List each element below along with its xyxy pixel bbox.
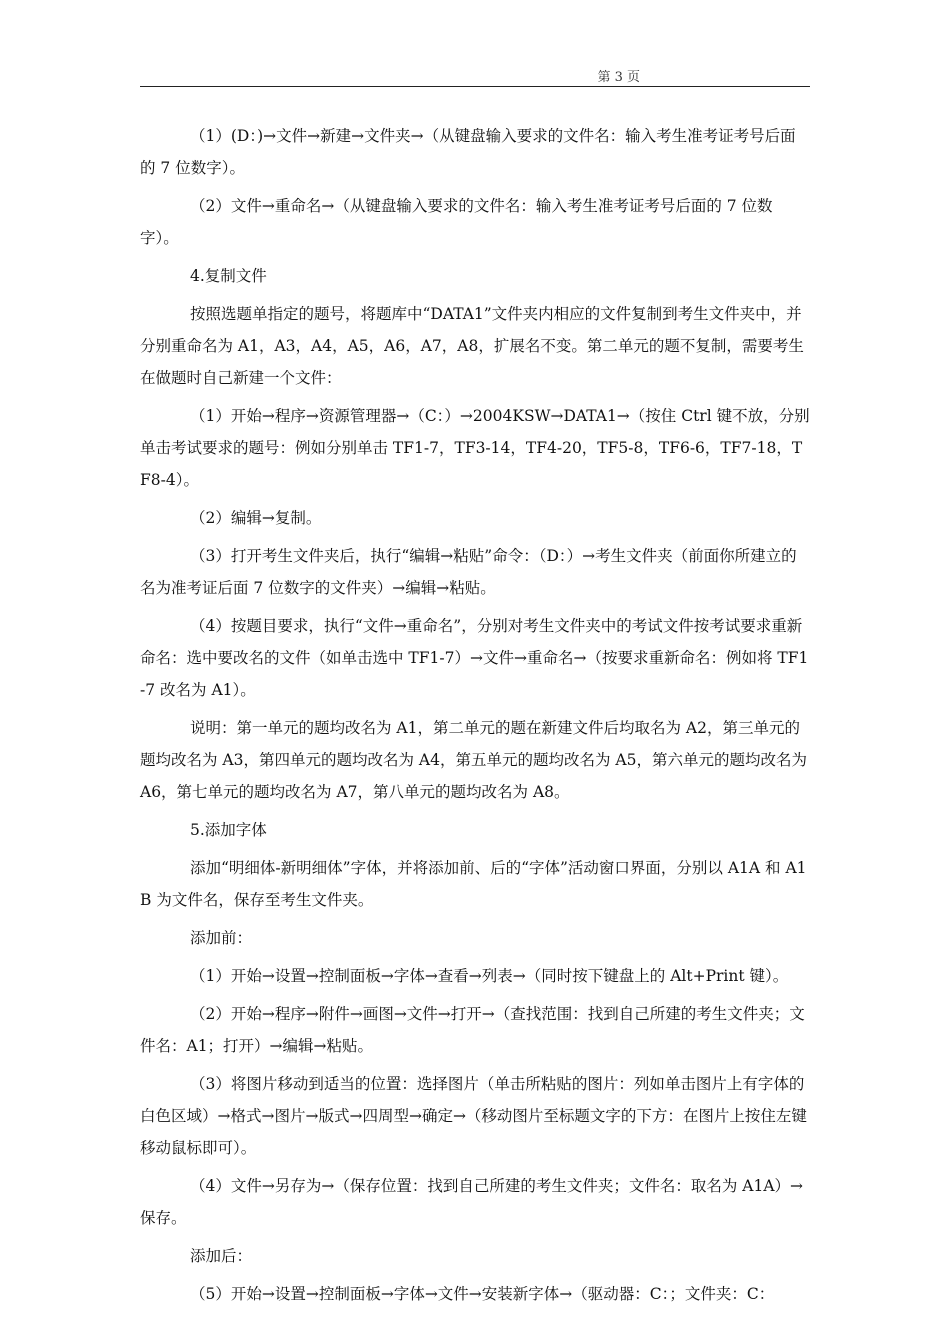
paragraph: 添加“明细体-新明细体”字体，并将添加前、后的“字体”活动窗口界面，分别以 A1A 和 A1B 为文件名，保存至考生文件夹。 <box>140 859 807 909</box>
section-heading: 5.添加字体 <box>190 821 267 839</box>
paragraph: （1）(D：)→文件→新建→文件夹→（从键盘输入要求的文件名：输入考生准考证考号后面的 7 位数字）。 <box>140 127 796 177</box>
paragraph: （2）编辑→复制。 <box>190 509 322 527</box>
paragraph: （2）开始→程序→附件→画图→文件→打开→（查找范围：找到自己所建的考生文件夹；文件名：A1；打开）→编辑→粘贴。 <box>140 1005 805 1055</box>
paragraph: （4）按题目要求，执行“文件→重命名”，分别对考生文件夹中的考试文件按考试要求重新命名：选中要改名的文件（如单击选中 TF1-7）→文件→重命名→（按要求重新命名：例如将 TF1-7 改名为 A1）。 <box>140 617 809 699</box>
paragraph: 按照选题单指定的题号，将题库中“DATA1”文件夹内相应的文件复制到考生文件夹中，并分别重命名为 A1，A3，A4，A5，A6，A7，A8，扩展名不变。第二单元的题不复制，需要考生在做题时自己新建一个文件： <box>140 305 804 387</box>
page-number: 第 3 页 <box>597 70 640 85</box>
section-heading: 4.复制文件 <box>190 267 267 285</box>
paragraph: （3）打开考生文件夹后，执行“编辑→粘贴”命令：（D：）→考生文件夹（前面你所建立的名为准考证后面 7 位数字的文件夹）→编辑→粘贴。 <box>140 547 797 597</box>
paragraph: （5）开始→设置→控制面板→字体→文件→安装新字体→（驱动器：C：；文件夹：C： <box>190 1285 775 1303</box>
paragraph: （1）开始→设置→控制面板→字体→查看→列表→（同时按下键盘上的 Alt+Print 键）。 <box>190 967 789 985</box>
paragraph: 添加前： <box>190 929 253 947</box>
paragraph: （3）将图片移动到适当的位置：选择图片（单击所粘贴的图片：列如单击图片上有字体的白色区域）→格式→图片→版式→四周型→确定→（移动图片至标题文字的下方：在图片上按住左键移动鼠标即可）。 <box>140 1075 807 1157</box>
document-body <box>140 120 810 1316</box>
page-header <box>140 62 810 87</box>
paragraph: （2）文件→重命名→（从键盘输入要求的文件名：输入考生准考证考号后面的 7 位数字）。 <box>140 197 773 247</box>
paragraph: （4）文件→另存为→（保存位置：找到自己所建的考生文件夹；文件名：取名为 A1A）→保存。 <box>140 1177 804 1227</box>
paragraph: （1）开始→程序→资源管理器→（C：）→2004KSW→DATA1→（按住 Ctrl 键不放，分别单击考试要求的题号：例如分别单击 TF1-7，TF3-14，TF4-20，TF5-8，TF6-6，TF7-18，TF8-4）。 <box>140 407 810 489</box>
paragraph: 说明：第一单元的题均改名为 A1，第二单元的题在新建文件后均取名为 A2，第三单元的题均改名为 A3，第四单元的题均改名为 A4，第五单元的题均改名为 A5，第六单元的题均改名为 A6，第七单元的题均改名为 A7，第八单元的题均改名为 A8。 <box>140 719 807 801</box>
paragraph: 添加后： <box>190 1247 253 1265</box>
